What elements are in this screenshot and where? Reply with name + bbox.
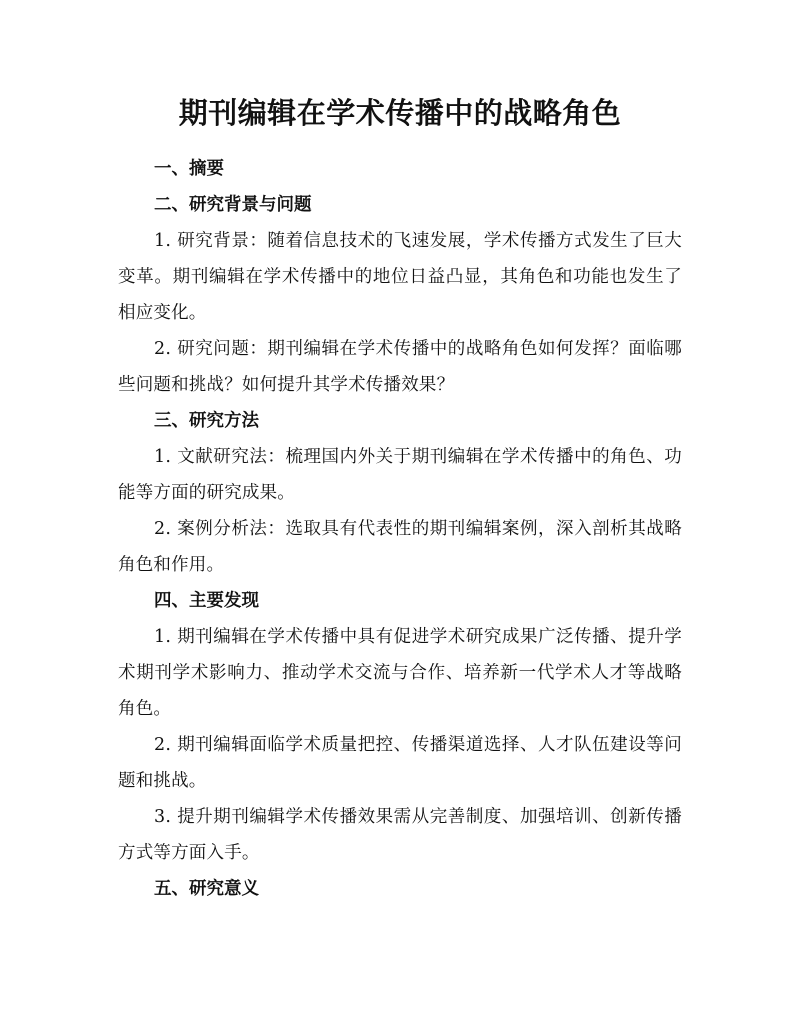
section-heading-methods: 三、研究方法 — [154, 411, 259, 431]
document-title: 期刊编辑在学术传播中的战略角色 — [178, 96, 622, 130]
section-heading-background: 二、研究背景与问题 — [154, 195, 312, 215]
paragraph-finding-3: 3. 提升期刊编辑学术传播效果需从完善制度、加强培训、创新传播方式等方面入手。 — [118, 807, 682, 863]
paragraph-finding-1: 1. 期刊编辑在学术传播中具有促进学术研究成果广泛传播、提升学术期刊学术影响力、推动学术交流与合作、培养新一代学术人才等战略角色。 — [118, 627, 682, 719]
paragraph-finding-2: 2. 期刊编辑面临学术质量把控、传播渠道选择、人才队伍建设等问题和挑战。 — [118, 735, 682, 791]
paragraph-questions: 2. 研究问题：期刊编辑在学术传播中的战略角色如何发挥？面临哪些问题和挑战？如何提升其学术传播效果？ — [118, 339, 682, 395]
paragraph-case-method: 2. 案例分析法：选取具有代表性的期刊编辑案例，深入剖析其战略角色和作用。 — [118, 519, 682, 575]
section-heading-findings: 四、主要发现 — [154, 591, 259, 611]
paragraph-literature-method: 1. 文献研究法：梳理国内外关于期刊编辑在学术传播中的角色、功能等方面的研究成果。 — [118, 447, 682, 503]
section-heading-abstract: 一、摘要 — [154, 159, 224, 179]
paragraph-background: 1. 研究背景：随着信息技术的飞速发展，学术传播方式发生了巨大变革。期刊编辑在学术传播中的地位日益凸显，其角色和功能也发生了相应变化。 — [118, 231, 682, 323]
section-heading-significance: 五、研究意义 — [154, 879, 259, 899]
